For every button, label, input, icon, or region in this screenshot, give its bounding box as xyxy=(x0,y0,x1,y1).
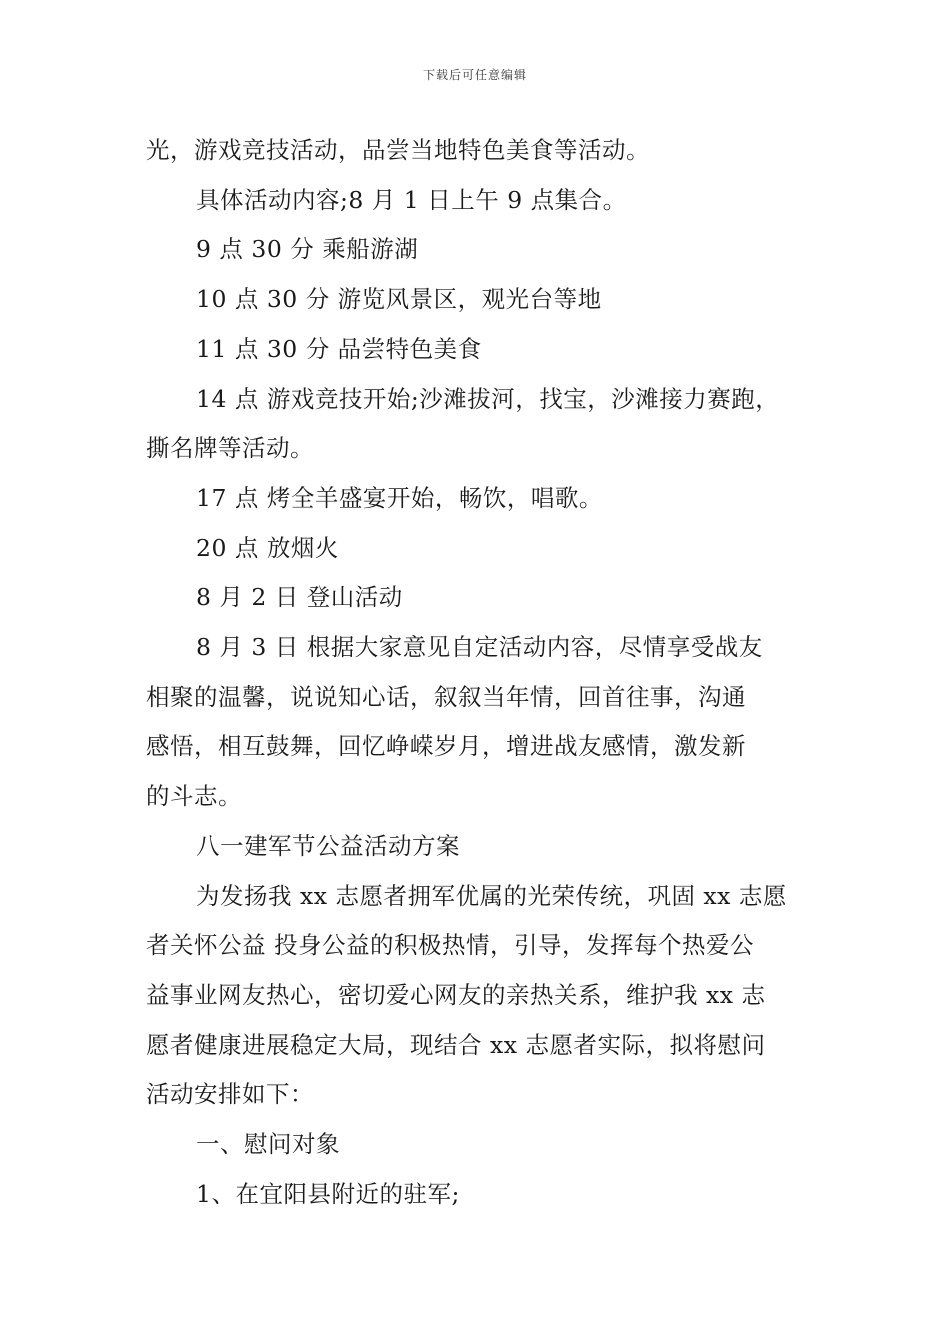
text-line: 光，游戏竞技活动，品尝当地特色美食等活动。 xyxy=(146,136,650,164)
section-title: 八一建军节公益活动方案 xyxy=(196,831,460,860)
text-line: 11 点 30 分 品尝特色美食 xyxy=(196,334,482,363)
text-line: 撕名牌等活动。 xyxy=(146,434,314,463)
text-line: 8 月 2 日 登山活动 xyxy=(196,583,403,612)
text-line: 为发扬我 xx 志愿者拥军优属的光荣传统，巩固 xx 志愿 xyxy=(196,881,787,910)
text-line: 10 点 30 分 游览风景区，观光台等地 xyxy=(196,285,602,314)
page-header: 下载后可任意编辑 xyxy=(422,68,527,82)
text-line: 感悟，相互鼓舞，回忆峥嵘岁月，增进战友感情，激发新 xyxy=(146,732,746,761)
text-line: 14 点 游戏竞技开始;沙滩拔河，找宝，沙滩接力赛跑， xyxy=(196,384,780,413)
document-body xyxy=(146,126,826,1219)
text-line: 的斗志。 xyxy=(146,782,242,811)
text-line: 益事业网友热心，密切爱心网友的亲热关系，维护我 xx 志 xyxy=(146,980,766,1009)
text-line: 活动安排如下： xyxy=(146,1080,314,1109)
text-line: 具体活动内容;8 月 1 日上午 9 点集合。 xyxy=(196,185,627,214)
text-line: 相聚的温馨，说说知心话，叙叙当年情，回首往事，沟通 xyxy=(146,682,746,711)
text-line: 愿者健康进展稳定大局，现结合 xx 志愿者实际，拟将慰问 xyxy=(146,1030,766,1059)
section-heading: 一、慰问对象 xyxy=(196,1130,340,1159)
text-line: 20 点 放烟火 xyxy=(196,533,339,562)
text-line: 1、在宜阳县附近的驻军; xyxy=(196,1179,460,1208)
text-line: 9 点 30 分 乘船游湖 xyxy=(196,235,419,264)
text-line: 者关怀公益 投身公益的积极热情，引导，发挥每个热爱公 xyxy=(146,931,754,960)
text-line: 8 月 3 日 根据大家意见自定活动内容，尽情享受战友 xyxy=(196,633,763,662)
text-line: 17 点 烤全羊盛宴开始，畅饮，唱歌。 xyxy=(196,483,603,512)
